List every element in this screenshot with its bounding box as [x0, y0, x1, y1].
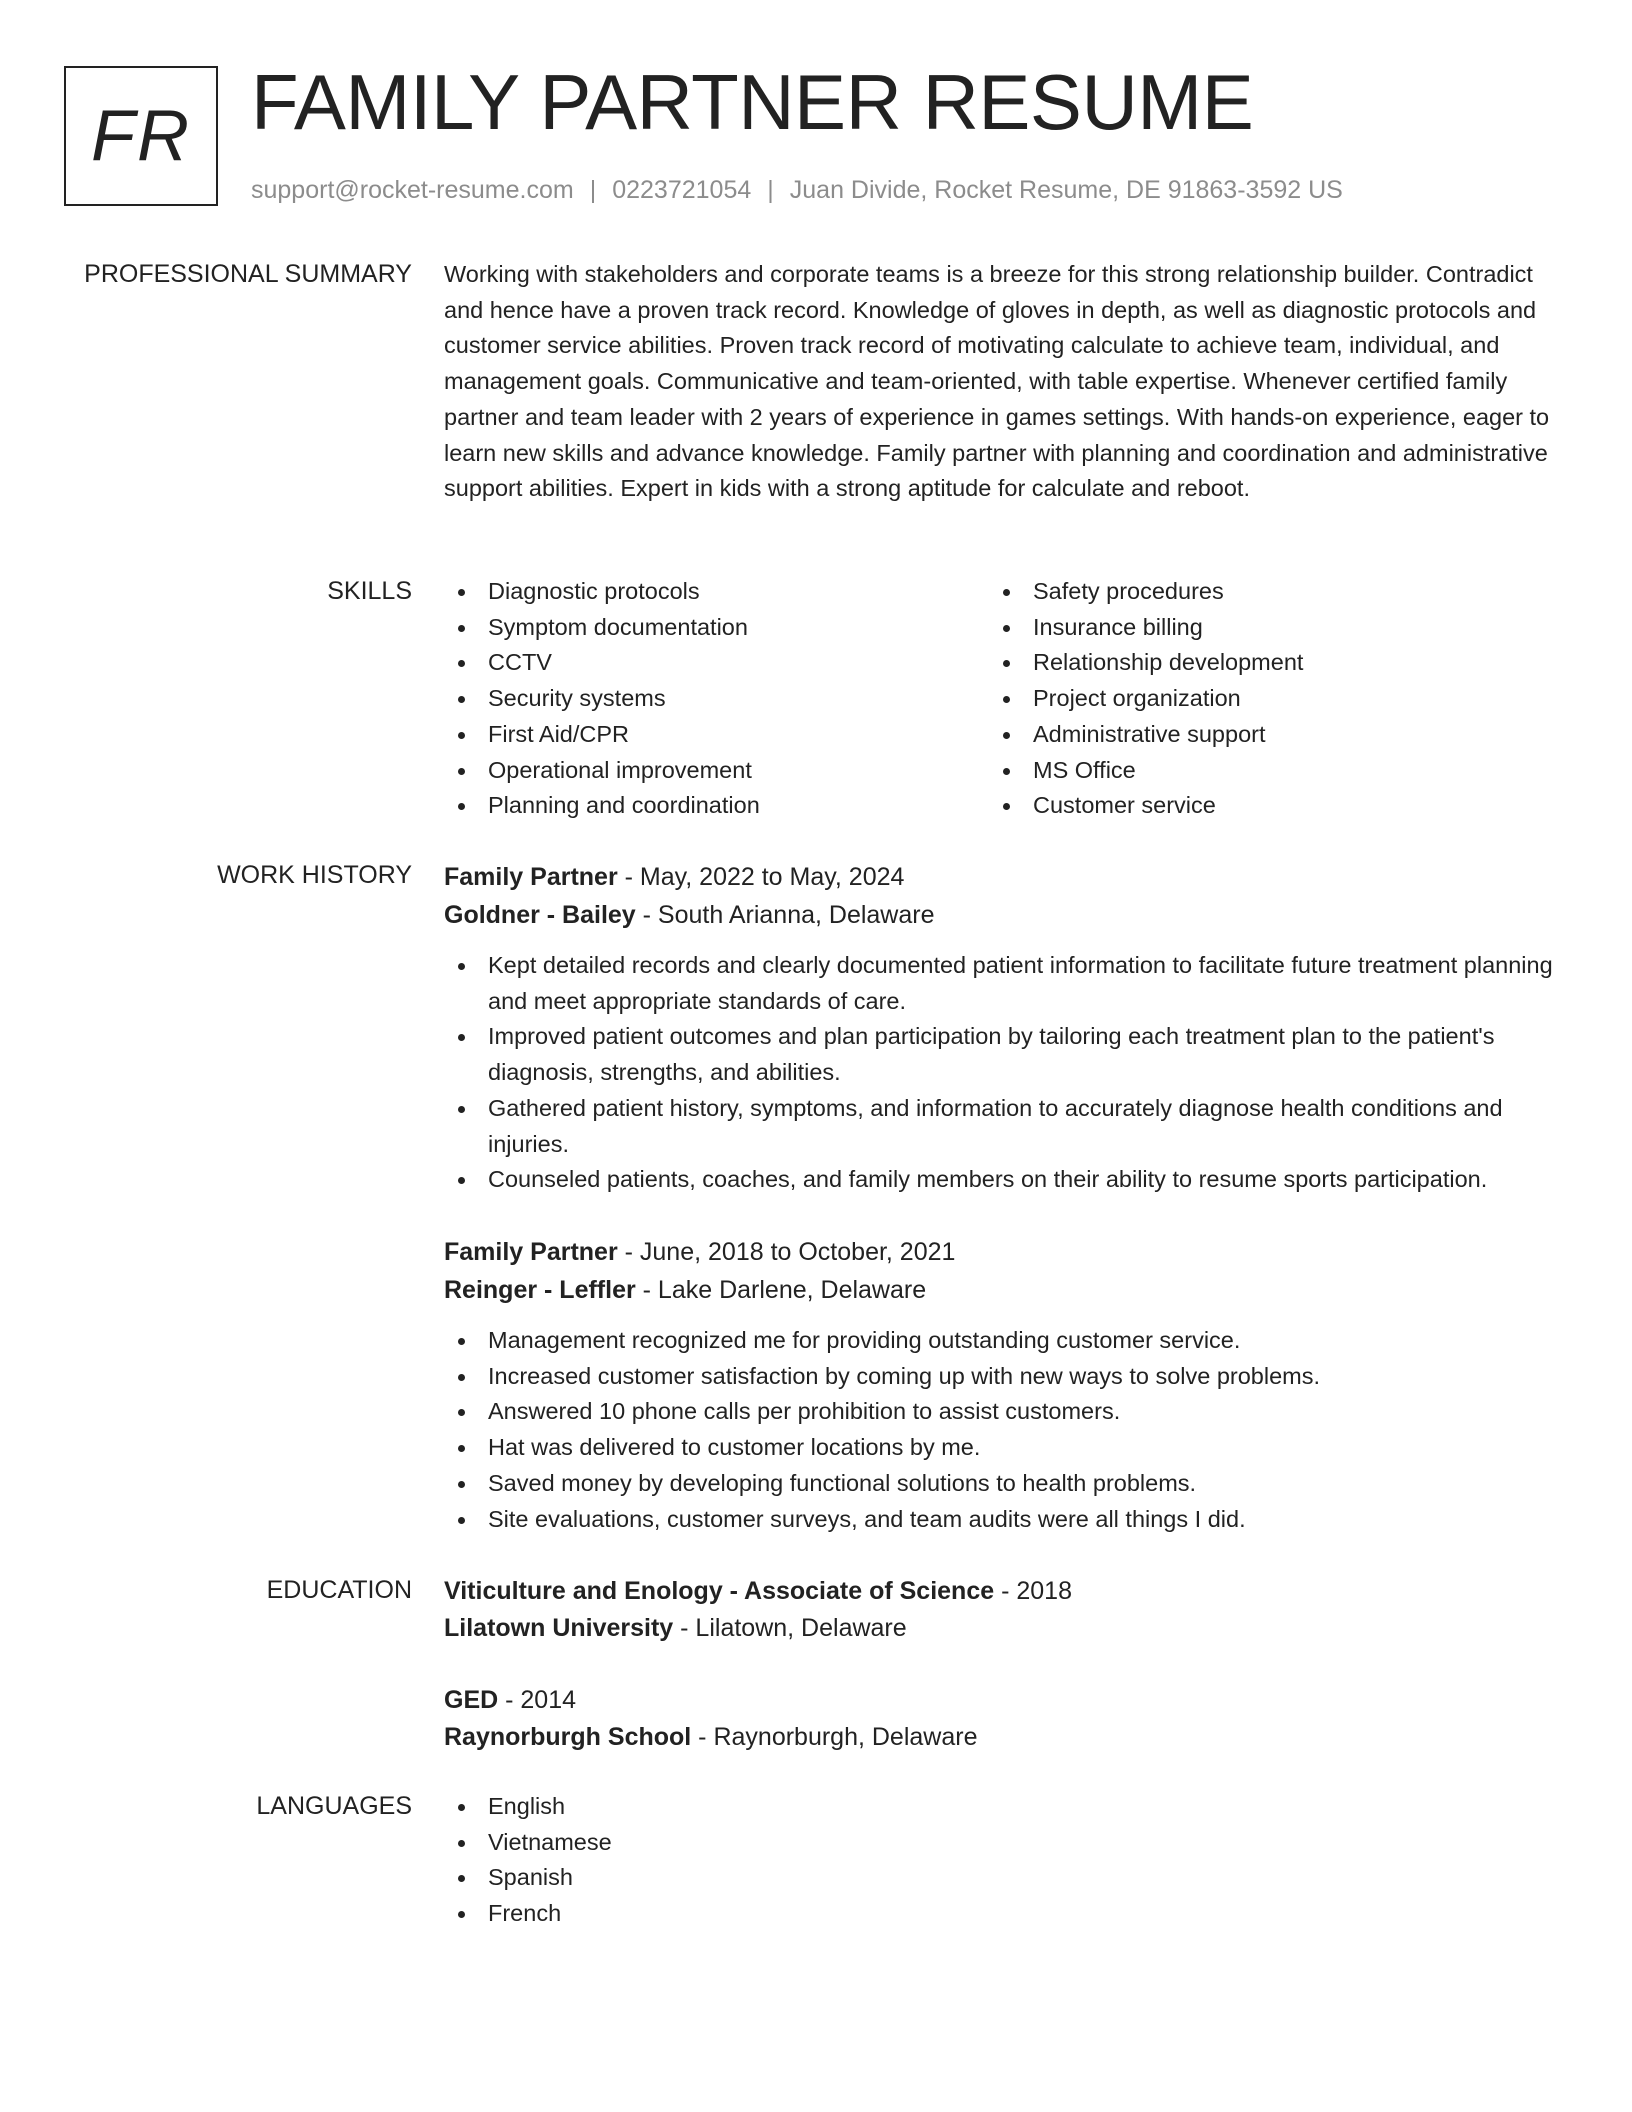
job-bullets [444, 948, 1556, 1198]
skills-body [444, 574, 1556, 824]
work-history-body [444, 858, 1556, 1198]
degree-year: - 2018 [994, 1577, 1072, 1605]
job-entry [444, 858, 1556, 1198]
job-bullet: Improved patient outcomes and plan participation by tailoring each treatment plan to the patient's diagnosis, strengths, and abilities. [444, 1019, 1556, 1090]
job-location: - South Arianna, Delaware [635, 901, 935, 929]
skill-item: Symptom documentation [444, 610, 989, 646]
job-bullet: Gathered patient history, symptoms, and information to accurately diagnose health conditions and injuries. [444, 1091, 1556, 1162]
monogram-logo: FR [64, 66, 218, 206]
skill-item: Customer service [989, 788, 1534, 824]
job-title-line [444, 858, 1556, 896]
degree-line [444, 1682, 1556, 1719]
school-location: - Lilatown, Delaware [673, 1614, 907, 1642]
skill-item: First Aid/CPR [444, 717, 989, 753]
language-item: Spanish [444, 1860, 1556, 1896]
skill-item: Planning and coordination [444, 788, 989, 824]
job-bullet: Kept detailed records and clearly documented patient information to facilitate future treatment planning and meet appropriate standards of care. [444, 948, 1556, 1019]
skill-item: Diagnostic protocols [444, 574, 989, 610]
school: Raynorburgh School [444, 1723, 692, 1751]
section-heading: SKILLS [327, 577, 412, 605]
job-bullet: Site evaluations, customer surveys, and team audits were all things I did. [444, 1502, 1556, 1538]
work-history-body [444, 1233, 1556, 1537]
job-bullet: Increased customer satisfaction by coming up with new ways to solve problems. [444, 1359, 1556, 1395]
degree: GED [444, 1686, 499, 1714]
skill-item: MS Office [989, 753, 1534, 789]
language-item: Vietnamese [444, 1825, 1556, 1861]
job-entry [444, 1233, 1556, 1537]
education-body [444, 1573, 1556, 1647]
job-company-line [444, 1271, 1556, 1309]
degree-year: - 2014 [498, 1686, 577, 1714]
contact-email[interactable]: support@rocket-resume.com [251, 176, 574, 204]
job-title: Family Partner [444, 863, 618, 891]
education-entry [444, 1573, 1556, 1647]
languages-list [444, 1789, 1556, 1932]
job-dates: - June, 2018 to October, 2021 [617, 1238, 956, 1266]
section-heading: LANGUAGES [256, 1792, 412, 1820]
language-item: English [444, 1789, 1556, 1825]
job-company: Reinger - Leffler [444, 1276, 636, 1304]
skill-item: Insurance billing [989, 610, 1534, 646]
education-entry [444, 1682, 1556, 1756]
job-bullet: Hat was delivered to customer locations by me. [444, 1430, 1556, 1466]
school-line [444, 1719, 1556, 1756]
resume-title: FAMILY PARTNER RESUME [251, 58, 1254, 146]
contact-separator: | [589, 176, 597, 204]
degree: Viticulture and Enology - Associate of Science [444, 1577, 995, 1605]
job-bullet: Counseled patients, coaches, and family members on their ability to resume sports participation. [444, 1162, 1556, 1198]
skill-item: Operational improvement [444, 753, 989, 789]
summary-body [444, 257, 1556, 507]
job-location: - Lake Darlene, Delaware [635, 1276, 927, 1304]
school: Lilatown University [444, 1614, 674, 1642]
section-heading: PROFESSIONAL SUMMARY [84, 260, 412, 288]
skill-item: Administrative support [989, 717, 1534, 753]
job-bullet: Saved money by developing functional solutions to health problems. [444, 1466, 1556, 1502]
job-bullets [444, 1323, 1556, 1537]
job-company: Goldner - Bailey [444, 901, 636, 929]
skills-list-left [444, 574, 989, 824]
job-company-line [444, 896, 1556, 934]
job-dates: - May, 2022 to May, 2024 [617, 863, 905, 891]
skill-item: CCTV [444, 645, 989, 681]
summary-text: Working with stakeholders and corporate teams is a breeze for this strong relationship builder. Contradict and hence have a proven track record. Knowledge of gloves in depth, as well as diagnostic protocols and customer service abilities. Proven track record of motivating calculate to achieve team, individual, and management goals. Communicative and team-oriented, with table expertise. Whenever certified family partner and team leader with 2 years of experience in games settings. With hands-on experience, eager to learn new skills and advance knowledge. Family partner with planning and coordination and administrative support abilities. Expert in kids with a strong aptitude for calculate and reboot. [444, 261, 1550, 502]
job-bullet: Answered 10 phone calls per prohibition to assist customers. [444, 1394, 1556, 1430]
job-title-line [444, 1233, 1556, 1271]
skill-item: Relationship development [989, 645, 1534, 681]
contact-phone[interactable]: 0223721054 [612, 176, 752, 204]
skill-item: Security systems [444, 681, 989, 717]
skills-list-right [989, 574, 1534, 824]
job-title: Family Partner [444, 1238, 618, 1266]
degree-line [444, 1573, 1556, 1610]
skill-item: Safety procedures [989, 574, 1534, 610]
languages-body [444, 1789, 1556, 1932]
school-line [444, 1610, 1556, 1647]
contact-address: Juan Divide, Rocket Resume, DE 91863-3592 US [789, 176, 1343, 204]
contact-separator: | [767, 176, 774, 204]
language-item: French [444, 1896, 1556, 1932]
school-location: - Raynorburgh, Delaware [691, 1723, 978, 1751]
section-heading: WORK HISTORY [217, 861, 412, 889]
education-body [444, 1682, 1556, 1756]
skill-item: Project organization [989, 681, 1534, 717]
contact-line [251, 174, 1343, 206]
job-bullet: Management recognized me for providing outstanding customer service. [444, 1323, 1556, 1359]
section-heading: EDUCATION [266, 1576, 412, 1604]
